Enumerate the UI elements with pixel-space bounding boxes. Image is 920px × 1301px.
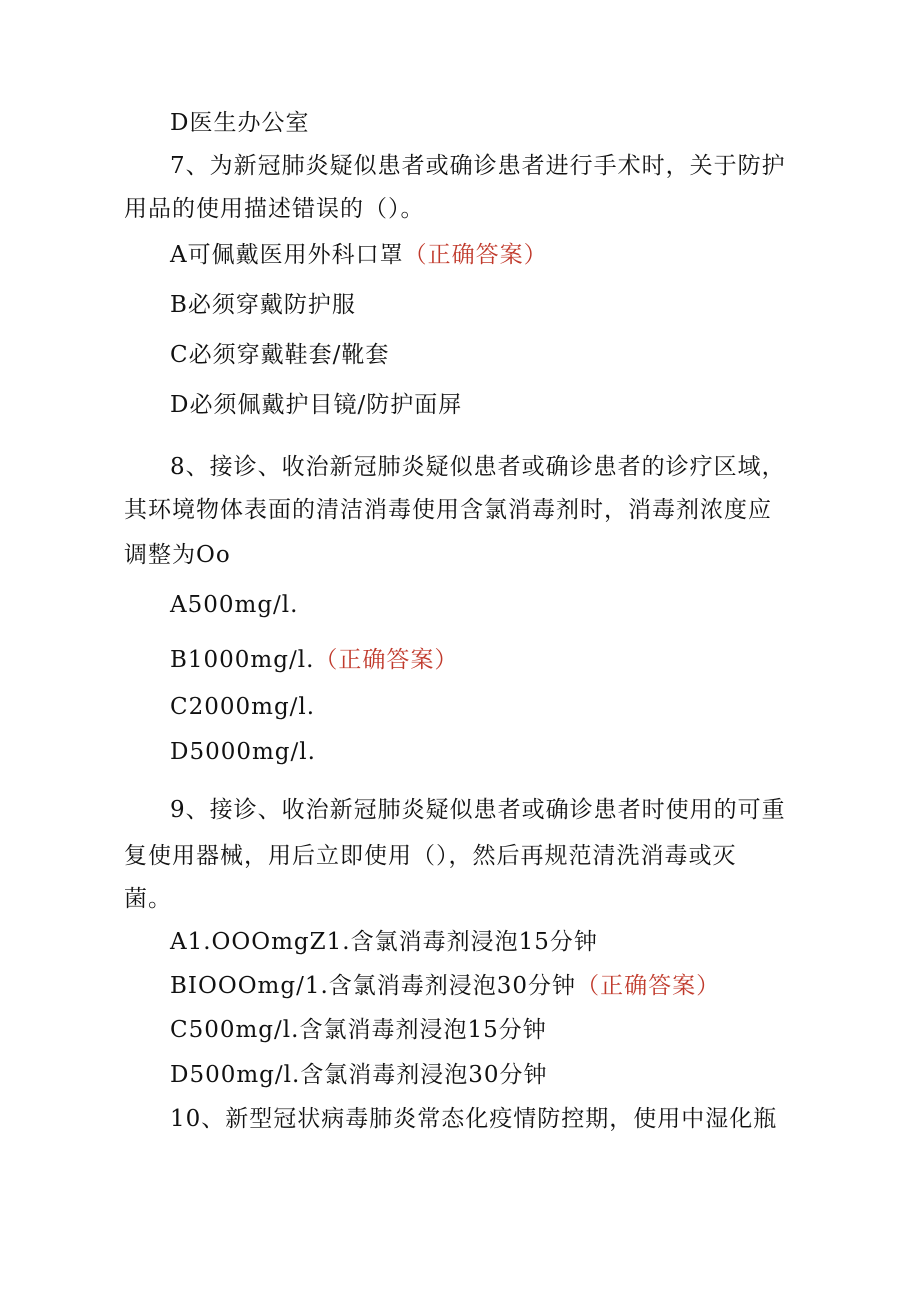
question-7-text: 7、为新冠肺炎疑似患者或确诊患者进行手术时，关于防护 bbox=[170, 153, 786, 179]
question-7-option-a bbox=[170, 240, 548, 270]
question-8-text: 8、接诊、收治新冠肺炎疑似患者或确诊患者的诊疗区域， bbox=[170, 454, 786, 480]
question-9-option-a: A1.OOOmgZ1.含氯消毒剂浸泡15分钟 bbox=[170, 929, 598, 955]
question-8-text-cont: 调整为Oo bbox=[124, 542, 231, 568]
question-8-option-b bbox=[170, 645, 458, 675]
question-9-text-cont: 复使用器械，用后立即使用（），然后再规范清洗消毒或灭 bbox=[124, 843, 737, 869]
question-9-text-cont: 菌。 bbox=[124, 886, 172, 912]
question-8-option-a: A500mg∕l. bbox=[170, 592, 299, 618]
question-9-text: 9、接诊、收治新冠肺炎疑似患者或确诊患者时使用的可重 bbox=[170, 797, 786, 823]
option-label: BIOOOmg/1.含氯消毒剂浸泡30分钟 bbox=[170, 973, 577, 999]
question-10-text: 10、新型冠状病毒肺炎常态化疫情防控期，使用中湿化瓶 bbox=[170, 1106, 778, 1132]
option-label: B1000mg∕l. bbox=[170, 647, 315, 673]
correct-answer-mark: （正确答案） bbox=[314, 647, 459, 673]
question-8-option-d: D5000mg∕l. bbox=[170, 739, 316, 765]
question-7-option-c: C必须穿戴鞋套/靴套 bbox=[170, 342, 390, 368]
correct-answer-mark: （正确答案） bbox=[576, 973, 721, 999]
option-label: A可佩戴医用外科口罩 bbox=[170, 242, 404, 268]
option-text: D医生办公室 bbox=[170, 110, 310, 136]
question-9-option-b bbox=[170, 971, 720, 1001]
question-9-option-c: C500mg∕l.含氯消毒剂浸泡15分钟 bbox=[170, 1017, 547, 1043]
question-8-option-c: C2000mg∕l. bbox=[170, 694, 316, 720]
question-7-option-b: B必须穿戴防护服 bbox=[170, 292, 356, 318]
question-9-option-d: D500mg∕l.含氯消毒剂浸泡30分钟 bbox=[170, 1062, 548, 1088]
question-7-option-d: D必须佩戴护目镜/防护面屏 bbox=[170, 392, 463, 418]
question-8-text-cont: 其环境物体表面的清洁消毒使用含氯消毒剂时，消毒剂浓度应 bbox=[124, 497, 772, 523]
question-7-text-cont: 用品的使用描述错误的（）。 bbox=[124, 196, 425, 222]
correct-answer-mark: （正确答案） bbox=[403, 242, 548, 268]
